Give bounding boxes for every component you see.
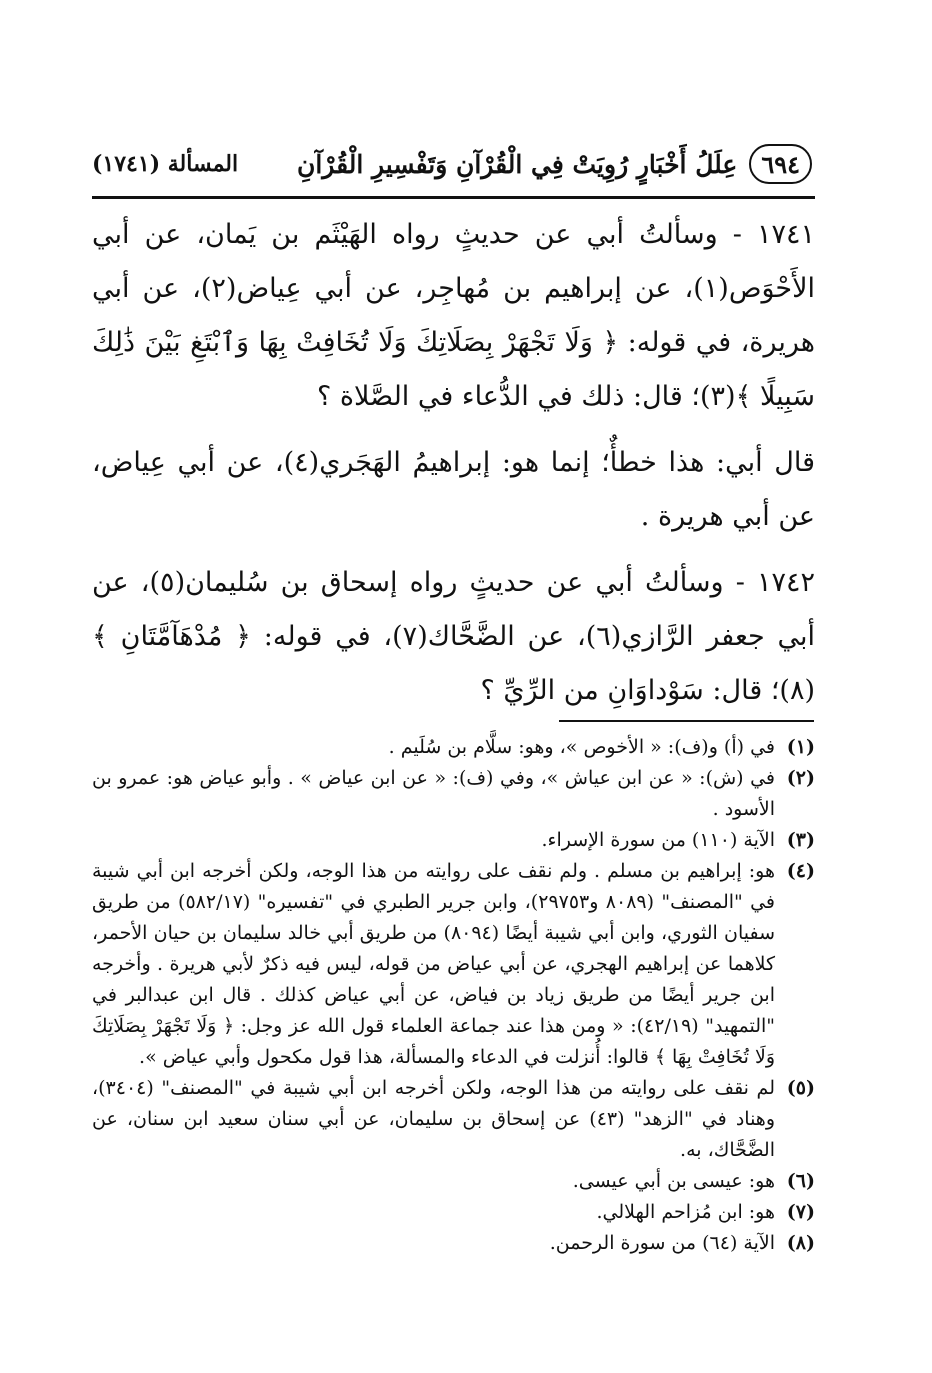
footnote-1 [92,732,815,763]
main-text [92,208,815,718]
paragraph-answer-1741: قال أبي: هذا خطأٌ؛ إنما هو: إبراهيمُ الهَجَري(٤)، عن أبي عِياض، عن أبي هريرة . [92,447,815,532]
page-header [92,138,812,190]
footnote-text: هو: عيسى بن أبي عيسى. [572,1170,775,1192]
footnote-mark: (٥) [786,1077,815,1099]
footnote-text: في (ش): « عن ابن عياش »، وفي (ف): « عن ابن عياض » . وأبو عياض هو: عمرو بن الأسود . [92,767,775,820]
footnote-3 [92,825,815,856]
paragraph-1741: ١٧٤١ - وسألتُ أبي عن حديثٍ رواه الهَيْثَم بن يَمان، عن أبي الأَحْوَص(١)، عن إبراهيم بن مُهاجِر، عن أبي عِياض(٢)، عن أبي هريرة، في قوله: ﴿ وَلَا تَجْهَرْ بِصَلَاتِكَ وَلَا تُخَافِتْ بِهَا وَٱبْتَغِ بَيْنَ ذَٰلِكَ سَبِيلًا ﴾(٣)؛ قال: ذلك في الدُّعاء في الصَّلاة ؟ [92,219,815,412]
footnote-mark: (٣) [786,829,815,851]
issue-label: المسألة (١٧٤١) [92,151,239,177]
page-number: ٦٩٤ [749,144,812,184]
footnote-text: في (أ) و(ف): « الأخوص »، وهو: سلَّام بن سُلَيم . [388,736,775,758]
footnote-8 [92,1228,815,1259]
footnote-text: هو: ابن مُزاحم الهلالي. [596,1201,775,1223]
footnote-text: الآية (١١٠) من سورة الإسراء. [541,829,775,851]
footnote-mark: (٧) [786,1201,815,1223]
footnote-7 [92,1197,815,1228]
footnote-mark: (١) [786,736,815,758]
paragraph-1742: ١٧٤٢ - وسألتُ أبي عن حديثٍ رواه إسحاق بن سُليمان(٥)، عن أبي جعفر الرَّازي(٦)، عن الضَّحَّاك(٧)، في قوله: ﴿ مُدْهَآمَّتَانِ ﴾(٨)؛ قال: سَوْداوَانِ من الرِّيِّ ؟ [92,567,815,706]
footnote-text: الآية (٦٤) من سورة الرحمن. [549,1232,775,1254]
footnote-text: هو: إبراهيم بن مسلم . ولم نقف على روايته من هذا الوجه، ولكن أخرجه ابن أبي شيبة في "المصنف" (٨٠٨٩ و٢٩٧٥٣)، وابن جرير الطبري في "تفسيره" (٥٨٢/١٧) من طريق سفيان الثوري، وابن أبي شيبة أيضًا (٨٠٩٤) من طريق أبي خالد سليمان بن حيان الأحمر، كلاهما عن إبراهيم الهجري، عن أبي عياض من قوله، ليس فيه ذكرٌ لأبي هريرة . وأخرجه ابن جرير أيضًا من طريق زياد بن فياض، عن أبي عياض كذلك . قال ابن عبدالبر في "التمهيد" (٤٢/١٩): « ومن هذا عند جماعة العلماء قول الله عز وجل: ﴿ وَلَا تَجْهَرْ بِصَلَاتِكَ وَلَا تُخَافِتْ بِهَا ﴾ قالوا: أُنزلت في الدعاء والمسألة، هذا قول مكحول وأبي عياض ». [92,860,776,1068]
footnote-6 [92,1166,815,1197]
footnote-mark: (٤) [786,860,815,882]
footnote-mark: (٦) [786,1170,815,1192]
footnote-5 [92,1073,815,1166]
header-rule [92,196,815,199]
book-title: عِلَلُ أَخْبَارٍ رُوِيَتْ فِي الْقُرْآنِ وَتَفْسِيرِ الْقُرْآنِ [296,149,738,179]
footnote-separator [559,720,814,722]
footnote-2 [92,763,815,825]
footnote-text: لم نقف على روايته من هذا الوجه، ولكن أخرجه ابن أبي شيبة في "المصنف" (٣٤٠٤)، وهناد في "الزهد" (٤٣) عن إسحاق بن سليمان، عن أبي سنان سعيد ابن سنان، عن الضَّحَّاك، به. [92,1077,775,1161]
footnote-mark: (٢) [786,767,815,789]
footnotes [92,732,815,1259]
footnote-mark: (٨) [786,1232,815,1254]
footnote-4 [92,856,815,1073]
